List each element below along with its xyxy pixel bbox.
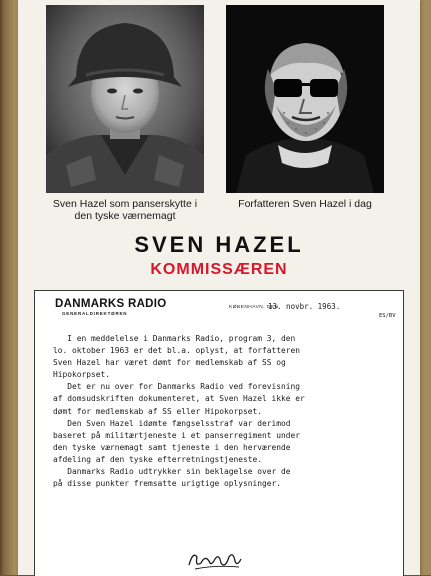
letter-line: Det er nu over for Danmarks Radio ved forevisning (53, 382, 301, 392)
book-page (18, 0, 420, 575)
soldier-caption-line-2: den tyske værnemagt (74, 210, 176, 222)
letter-line: dømt for medlemskab af SS eller Hipokorpset. (53, 406, 263, 416)
letter-line: I en meddelelse i Danmarks Radio, program 3, den (53, 334, 296, 343)
soldier-portrait-illustration (46, 5, 204, 193)
letter-facsimile (34, 290, 404, 576)
handwritten-signature (185, 547, 245, 573)
letter-line: på disse punkter fremsatte urigtige oplysninger. (53, 479, 282, 489)
letter-line: Den Sven Hazel idømte fængselsstraf var derimod (53, 418, 291, 428)
letterhead-organization: DANMARKS RADIO (55, 298, 167, 310)
letter-reference: ES/BV (379, 313, 396, 319)
author-portrait-illustration (226, 5, 384, 193)
letter-line: afdeling af den tyske efterretningstjeneste. (53, 454, 263, 464)
author-photo-caption: Forfatteren Sven Hazel i dag (238, 198, 372, 210)
letter-line: Danmarks Radio udtrykker sin beklagelse over de (53, 467, 291, 477)
letter-line: Hipokorpset. (53, 370, 111, 380)
page-subtitle: KOMMISSÆREN (150, 261, 288, 278)
letter-line: baseret på militærtjeneste i et panserregiment under (53, 430, 301, 440)
author-photo (226, 5, 384, 193)
letter-line: Sven Hazel har været dømt for medlemskab af SS og (53, 358, 286, 368)
page-title: SVEN HAZEL (134, 232, 304, 257)
letter-line: den tyske værnemagt samt tjeneste i den herværende (53, 442, 291, 452)
soldier-photo (46, 5, 204, 193)
letter-line: af domsudskriften dokumenteret, at Sven Hazel ikke er (53, 394, 305, 404)
letter-date: 13. novbr. 1963. (268, 302, 341, 311)
soldier-photo-caption (44, 198, 206, 222)
letterhead-department: GENERALDIREKTØREN (62, 311, 128, 316)
letter-place: KØBENHAVN, DEN (229, 305, 279, 310)
letter-body (53, 333, 398, 490)
soldier-caption-line-1: Sven Hazel som panserskytte i (52, 198, 198, 210)
letter-line: lo. oktober 1963 er det bl.a. oplyst, at forfatteren (53, 346, 301, 356)
